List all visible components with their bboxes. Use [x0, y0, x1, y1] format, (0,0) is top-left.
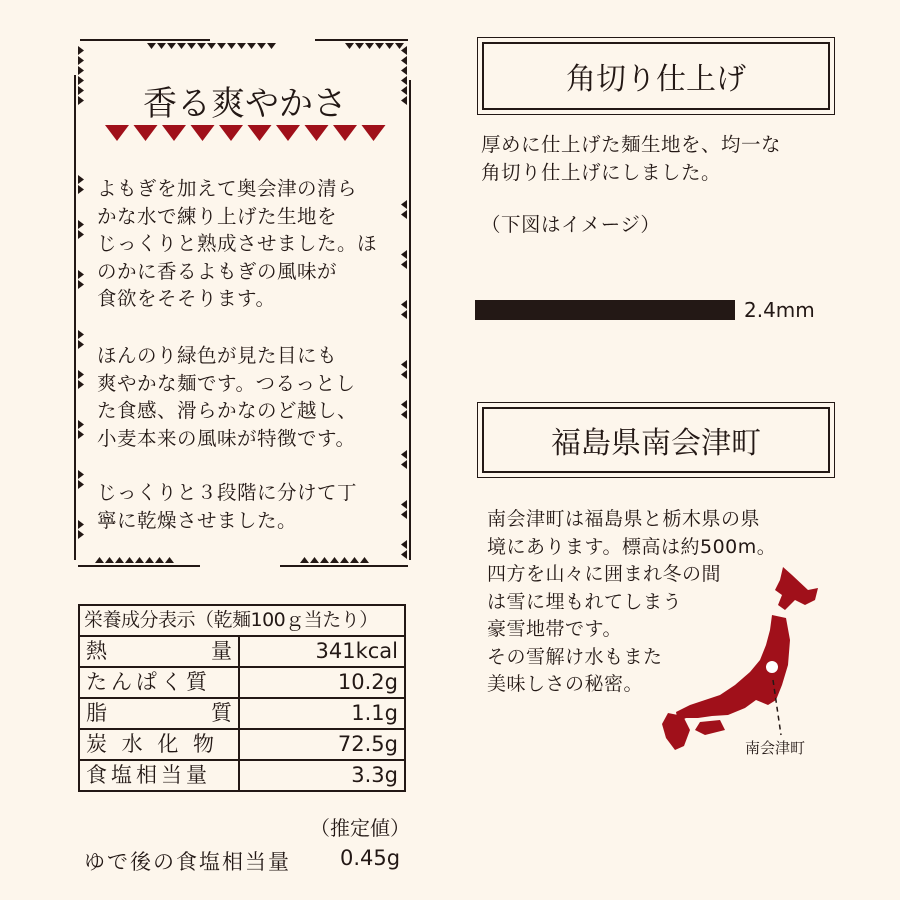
- left-title: 香る爽やかさ: [143, 84, 347, 124]
- row-label: 食塩相当量: [79, 760, 239, 791]
- image-caption: （下図はイメージ）: [481, 213, 661, 236]
- town-section-title: 福島県南会津町: [482, 407, 830, 473]
- map-hokkaido: [775, 567, 818, 610]
- row-value: 72.5g: [239, 729, 405, 760]
- thickness-label: 2.4mm: [744, 298, 815, 322]
- paragraph-3: じっくりと３段階に分けて丁 寧に乾燥させました。: [97, 481, 358, 532]
- map-shikoku: [695, 720, 725, 735]
- row-label: 炭 水 化 物: [79, 729, 239, 760]
- row-value: 341kcal: [239, 636, 405, 667]
- paragraph-1: よもぎを加えて奥会津の清ら かな水で練り上げた生地を じっくりと熟成させました。ほ のかに香るよもぎの風味が 食欲をそそります。: [97, 177, 378, 310]
- paragraph-2: ほんのり緑色が見た目にも 爽やかな麺です。つるっとし た食感、滑らかなのど越し、 小麦本来の風味が特徴です。: [97, 344, 358, 450]
- estimate-note: （推定値）: [310, 816, 410, 840]
- boiled-salt-value: 0.45g: [340, 846, 401, 870]
- row-label: 熱 量: [79, 636, 239, 667]
- row-value: 1.1g: [239, 698, 405, 729]
- boiled-salt-label: ゆで後の食塩相当量: [84, 850, 291, 874]
- map-kyushu: [662, 713, 690, 750]
- map-label: 南会津町: [745, 739, 806, 757]
- nutrition-header: 栄養成分表示（乾麺100ｇ当たり）: [79, 605, 405, 636]
- cut-section-title: 角切り仕上げ: [482, 42, 830, 110]
- row-value: 3.3g: [239, 760, 405, 791]
- row-label: たんぱく質: [79, 667, 239, 698]
- cut-section-text: 厚めに仕上げた麺生地を、均一な 角切り仕上げにしました。: [481, 133, 782, 184]
- location-marker-icon: [766, 661, 778, 673]
- row-value: 10.2g: [239, 667, 405, 698]
- town-section-text: 南会津町は福島県と栃木県の県 境にあります。標高は約500m。 四方を山々に囲まれ冬の間 は雪に埋もれてしまう 豪雪地帯です。 その雪解け水もまた 美味しさの秘密。: [487, 508, 777, 695]
- row-label: 脂 質: [79, 698, 239, 729]
